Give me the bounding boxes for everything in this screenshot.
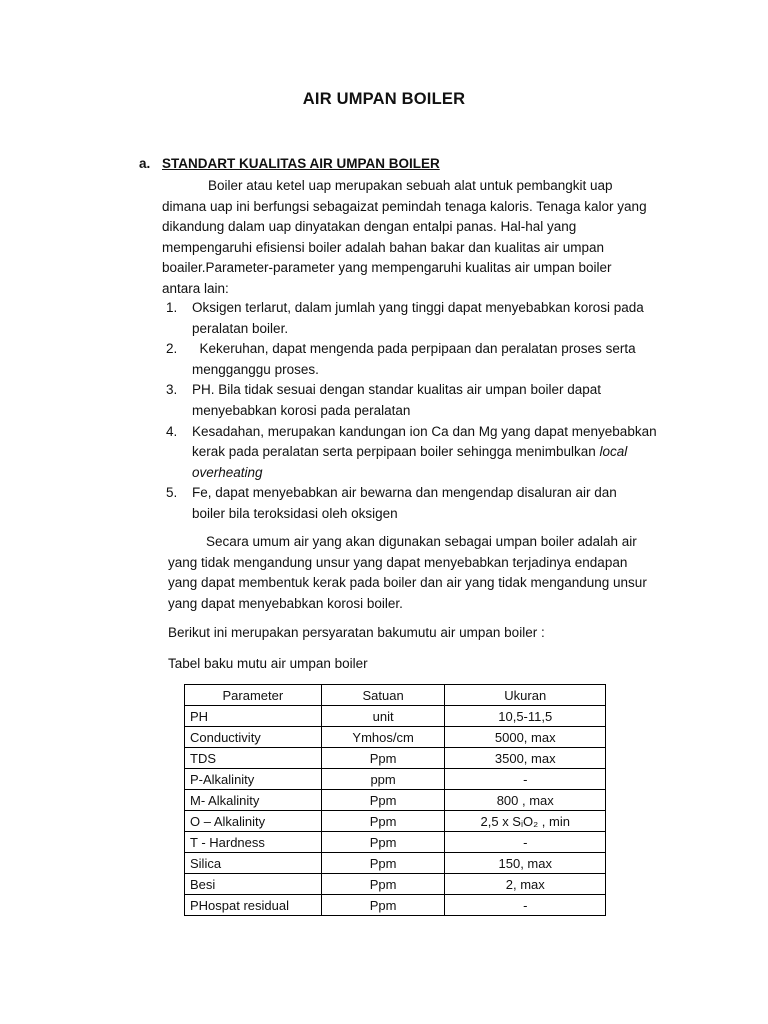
list-number: 3.	[166, 382, 178, 398]
list-item	[162, 422, 682, 484]
intro-line: boailer.Parameter-parameter yang mempengaruhi kualitas air umpan boiler	[162, 260, 612, 276]
cell-parameter: PHospat residual	[185, 895, 322, 916]
list-number: 5.	[166, 485, 178, 501]
cell-ukuran: -	[445, 832, 606, 853]
cell-parameter: P-Alkalinity	[185, 769, 322, 790]
paragraph-line: yang dapat menyebabkan korosi boiler.	[168, 595, 403, 611]
list-line: mengganggu proses.	[192, 361, 319, 377]
table-row	[185, 706, 606, 727]
cell-satuan: Ppm	[321, 895, 445, 916]
list-number: 2.	[166, 341, 178, 357]
page-title: AIR UMPAN BOILER	[302, 90, 466, 108]
cell-parameter: M- Alkalinity	[185, 790, 322, 811]
cell-ukuran: 2, max	[445, 874, 606, 895]
intro-line: mempengaruhi efisiensi boiler adalah bahan bakar dan kualitas air umpan	[162, 239, 605, 255]
quality-table	[184, 684, 606, 916]
intro-line: dimana uap ini berfungsi sebagaizat pemindah tenaga kaloris. Tenaga kalor yang	[162, 198, 647, 214]
table-row	[185, 853, 606, 874]
list-line: Kesadahan, merupakan kandungan ion Ca dan Mg yang dapat menyebabkan	[192, 423, 657, 439]
list-line: boiler bila teroksidasi oleh oksigen	[192, 505, 398, 521]
list-line: kerak pada peralatan serta perpipaan boiler sehingga menimbulkan	[192, 444, 600, 460]
list-italic: overheating	[192, 464, 263, 480]
list-line: peralatan boiler.	[192, 320, 289, 336]
cell-ukuran: 5000, max	[445, 727, 606, 748]
cell-ukuran: 2,5 x SᵢO₂ , min	[445, 811, 606, 832]
cell-satuan: Ppm	[321, 790, 445, 811]
table-row	[185, 895, 606, 916]
cell-parameter: Conductivity	[185, 727, 322, 748]
cell-ukuran: 150, max	[445, 853, 606, 874]
cell-satuan: Ymhos/cm	[321, 727, 445, 748]
paragraph-line: yang dapat membentuk kerak pada boiler dan air yang tidak mengandung unsur	[168, 575, 647, 591]
list-number: 1.	[166, 300, 178, 315]
paragraph-line: Secara umum air yang akan digunakan sebagai umpan boiler adalah air	[206, 534, 637, 549]
cell-parameter: PH	[185, 706, 322, 727]
cell-ukuran: 800 , max	[445, 790, 606, 811]
list-item	[162, 298, 682, 339]
cell-parameter: T - Hardness	[185, 832, 322, 853]
list-line: Oksigen terlarut, dalam jumlah yang tinggi dapat menyebabkan korosi pada	[192, 300, 644, 315]
header-ukuran: Ukuran	[445, 685, 606, 706]
requirements-intro: Berikut ini merupakan persyaratan bakumutu air umpan boiler :	[168, 625, 545, 640]
section-heading-text: STANDART KUALITAS AIR UMPAN BOILER	[162, 156, 440, 171]
table-row	[185, 769, 606, 790]
cell-satuan: Ppm	[321, 811, 445, 832]
intro-line: dikandung dalam uap dinyatakan dengan entalpi panas. Hal-hal yang	[162, 219, 577, 235]
table-row	[185, 727, 606, 748]
cell-parameter: Silica	[185, 853, 322, 874]
intro-line: Boiler atau ketel uap merupakan sebuah alat untuk pembangkit uap	[208, 178, 613, 193]
table-caption: Tabel baku mutu air umpan boiler	[168, 656, 368, 671]
list-item	[162, 380, 682, 421]
cell-satuan: Ppm	[321, 874, 445, 895]
cell-parameter: TDS	[185, 748, 322, 769]
header-parameter: Parameter	[185, 685, 322, 706]
table-row	[185, 811, 606, 832]
table-row	[185, 748, 606, 769]
list-item	[162, 339, 682, 380]
list-item	[162, 483, 682, 524]
cell-ukuran: 3500, max	[445, 748, 606, 769]
table-row	[185, 790, 606, 811]
list-italic: local	[599, 444, 628, 460]
cell-satuan: unit	[321, 706, 445, 727]
header-satuan: Satuan	[321, 685, 445, 706]
list-line: PH. Bila tidak sesuai dengan standar kualitas air umpan boiler dapat	[192, 382, 601, 398]
cell-satuan: Ppm	[321, 832, 445, 853]
paragraph-line: yang tidak mengandung unsur yang dapat menyebabkan terjadinya endapan	[168, 554, 628, 570]
cell-ukuran: -	[445, 895, 606, 916]
list-line: Fe, dapat menyebabkan air bewarna dan mengendap disaluran air dan	[192, 485, 617, 501]
section-a-heading	[139, 156, 440, 171]
list-line: menyebabkan korosi pada peralatan	[192, 402, 411, 418]
intro-line: antara lain:	[162, 280, 229, 296]
table-row	[185, 874, 606, 895]
cell-parameter: Besi	[185, 874, 322, 895]
cell-satuan: ppm	[321, 769, 445, 790]
table-row	[185, 832, 606, 853]
cell-ukuran: 10,5-11,5	[445, 706, 606, 727]
intro-paragraph	[162, 176, 682, 300]
general-paragraph	[168, 532, 678, 614]
list-number: 4.	[166, 423, 178, 439]
cell-satuan: Ppm	[321, 748, 445, 769]
parameter-list	[162, 298, 682, 525]
table-header-row	[185, 685, 606, 706]
section-marker: a.	[139, 156, 151, 171]
cell-satuan: Ppm	[321, 853, 445, 874]
list-line: Kekeruhan, dapat mengenda pada perpipaan dan peralatan proses serta	[192, 341, 636, 357]
cell-parameter: O – Alkalinity	[185, 811, 322, 832]
cell-ukuran: -	[445, 769, 606, 790]
